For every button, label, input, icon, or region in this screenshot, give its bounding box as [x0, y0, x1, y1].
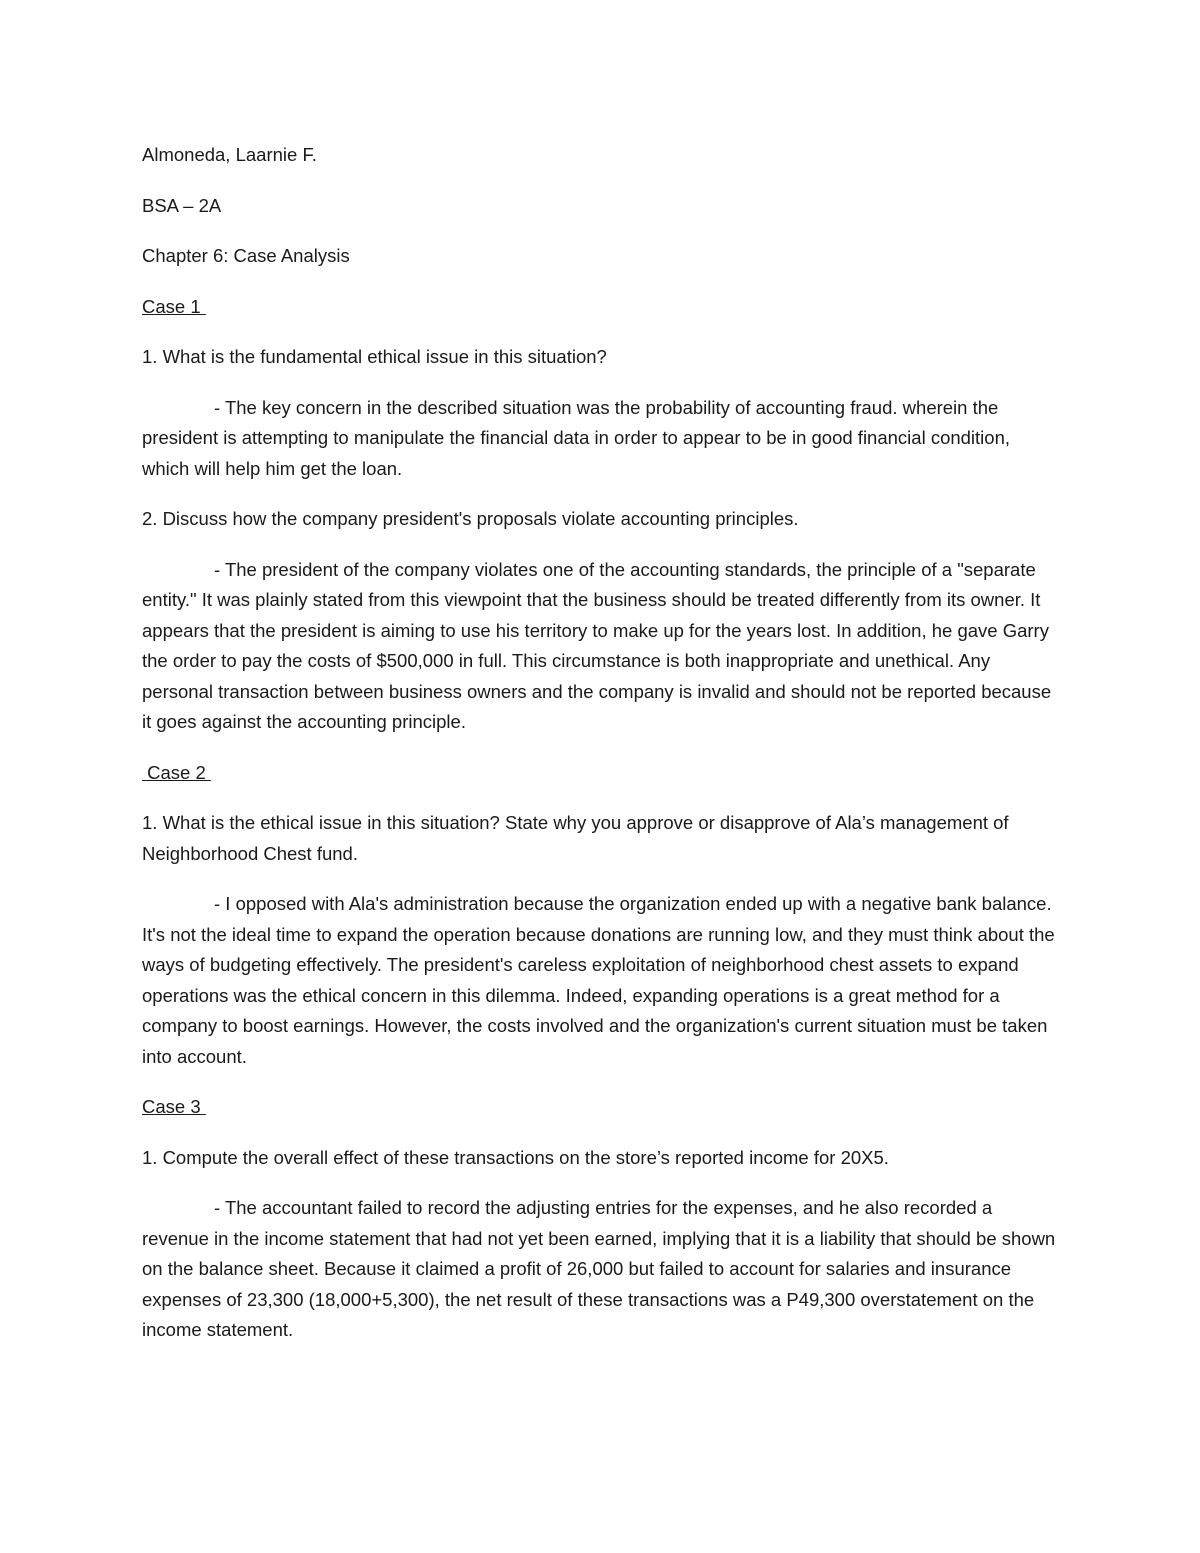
student-section: BSA – 2A: [142, 194, 222, 216]
case-1-answer-2: - The president of the company violates one of the accounting standards, the principle of a "separate entity." It was plainly stated from this viewpoint that the business should be treated differently from its owner. It appears that the president is aiming to use his territory to make up for the years lost. In addition, he gave Garry the order to pay the costs of $500,000 in full. This circumstance is both inappropriate and unethical. Any personal transaction between business owners and the company is invalid and should not be reported because it goes against the accounting principle.: [142, 558, 1052, 732]
student-name: Almoneda, Laarnie F.: [142, 144, 317, 165]
case-1-question-1: 1. What is the fundamental ethical issue in this situation?: [142, 346, 607, 367]
case-2-question-1: 1. What is the ethical issue in this situation? State why you approve or disapprove of Ala’s management of Neighborhood Chest fund.: [142, 812, 1009, 864]
case-3-question-1: 1. Compute the overall effect of these transactions on the store’s reported income for 20X5.: [142, 1146, 889, 1168]
chapter-title: Chapter 6: Case Analysis: [142, 245, 350, 266]
case-1-answer-1: - The key concern in the described situation was the probability of accounting fraud. wherein the president is attempting to manipulate the financial data in order to appear to be in good financial condition, which will help him get the loan.: [142, 396, 1011, 479]
document-page: [142, 140, 1062, 1366]
case-1-question-2: 2. Discuss how the company president's proposals violate accounting principles.: [142, 508, 799, 529]
case-3-heading: Case 3: [142, 1096, 206, 1117]
case-1-heading: Case 1: [142, 295, 206, 317]
case-2-answer-1: - I opposed with Ala's administration because the organization ended up with a negative bank balance. It's not the ideal time to expand the operation because donations are running low, and they must think about the ways of budgeting effectively. The president's careless exploitation of neighborhood chest assets to expand operations was the ethical concern in this dilemma. Indeed, expanding operations is a great method for a company to boost earnings. However, the costs involved and the organization's current situation must be taken into account.: [142, 893, 1055, 1067]
case-3-answer-1: - The accountant failed to record the adjusting entries for the expenses, and he also recorded a revenue in the income statement that had not yet been earned, implying that it is a liability that should be shown on the balance sheet. Because it claimed a profit of 26,000 but failed to account for salaries and insurance expenses of 23,300 (18,000+5,300), the net result of these transactions was a P49,300 overstatement on the income statement.: [142, 1197, 1056, 1340]
case-2-heading: Case 2: [142, 761, 211, 783]
